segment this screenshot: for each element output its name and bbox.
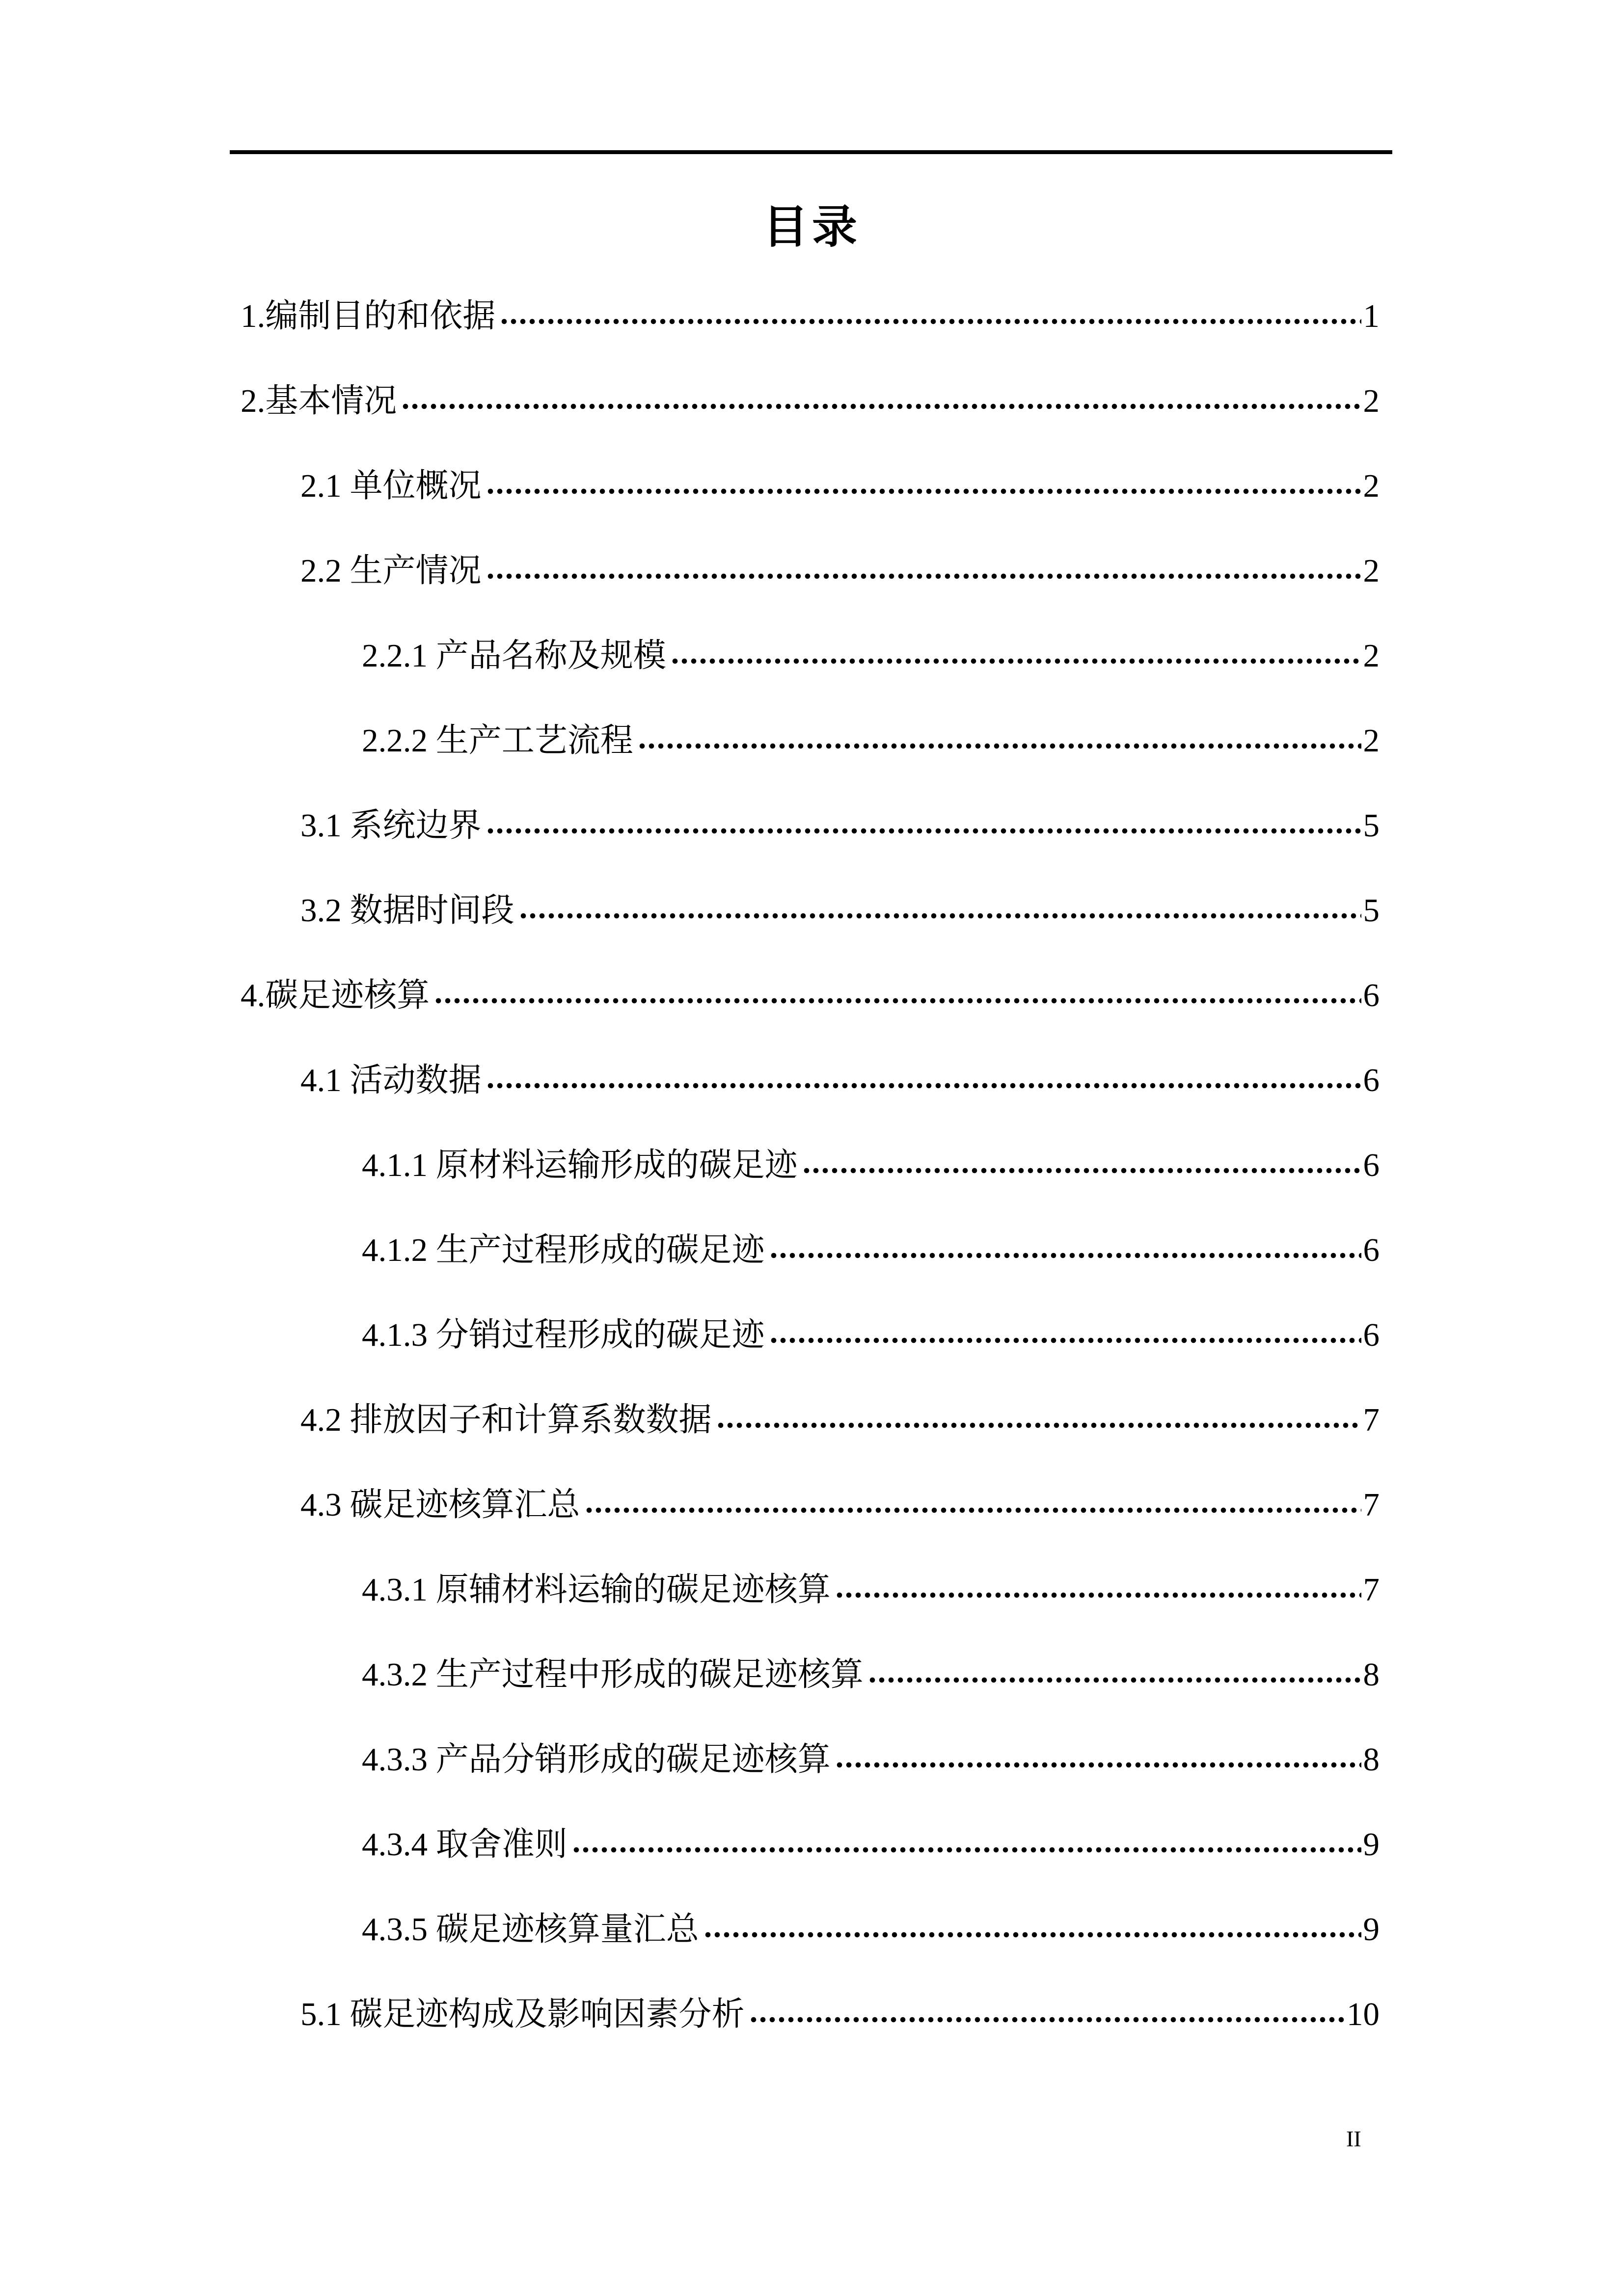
toc-entry-label: 4.1.3 分销过程形成的碳足迹	[362, 1317, 765, 1353]
toc-entry-label: 4.3 碳足迹核算汇总	[300, 1487, 580, 1523]
toc-entry-label: 2.1 单位概况	[300, 468, 482, 504]
toc-entry-label: 5.1 碳足迹构成及影响因素分析	[300, 1996, 745, 2032]
toc-entry-page: 2	[1363, 638, 1380, 674]
toc-entry-page: 8	[1363, 1741, 1380, 1778]
toc-entry[interactable]	[241, 1887, 1380, 1972]
dot-leader	[771, 1335, 1361, 1346]
toc-entry-page: 1	[1363, 298, 1380, 334]
dot-leader	[705, 1929, 1361, 1940]
toc-entry-page: 7	[1363, 1402, 1380, 1438]
toc-entry[interactable]	[241, 359, 1380, 444]
toc-entry-page: 6	[1363, 1147, 1380, 1183]
dot-leader	[586, 1505, 1361, 1516]
header-rule	[230, 150, 1392, 154]
toc-entry-page: 6	[1363, 1062, 1380, 1098]
table-of-contents	[241, 274, 1380, 2057]
toc-entry-label: 4.2 排放因子和计算系数数据	[300, 1402, 712, 1438]
toc-entry-label: 3.1 系统边界	[300, 807, 482, 844]
toc-entry-label: 4.3.1 原辅材料运输的碳足迹核算	[362, 1572, 831, 1608]
toc-entry[interactable]	[241, 1123, 1380, 1208]
toc-entry[interactable]	[241, 1717, 1380, 1802]
toc-entry-label: 4.3.3 产品分销形成的碳足迹核算	[362, 1741, 831, 1778]
page-footer	[1346, 2125, 1361, 2152]
toc-entry-label: 4.3.2 生产过程中形成的碳足迹核算	[362, 1656, 864, 1693]
toc-entry-label: 2.2.1 产品名称及规模	[362, 638, 666, 674]
toc-entry[interactable]	[241, 1463, 1380, 1548]
toc-entry-label: 4.3.4 取舍准则	[362, 1826, 568, 1863]
toc-entry[interactable]	[241, 1208, 1380, 1293]
toc-entry-page: 6	[1363, 1232, 1380, 1268]
dot-leader	[804, 1165, 1361, 1176]
toc-entry-label: 4.1 活动数据	[300, 1062, 482, 1098]
toc-entry[interactable]	[241, 529, 1380, 614]
toc-entry[interactable]	[241, 1802, 1380, 1887]
dot-leader	[487, 826, 1361, 836]
toc-entry-label: 1.编制目的和依据	[241, 298, 496, 334]
toc-entry-page: 10	[1347, 1996, 1380, 2032]
dot-leader	[837, 1760, 1361, 1770]
toc-entry-page: 6	[1363, 977, 1380, 1014]
toc-entry-page: 2	[1363, 383, 1380, 419]
dot-leader	[718, 1420, 1361, 1431]
toc-entry-page: 5	[1363, 892, 1380, 929]
dot-leader	[487, 571, 1361, 582]
dot-leader	[869, 1675, 1361, 1685]
page-title: 目录	[762, 202, 861, 252]
toc-entry-label: 2.基本情况	[241, 383, 397, 419]
toc-entry-page: 2	[1363, 553, 1380, 589]
toc-entry[interactable]	[241, 1378, 1380, 1463]
toc-entry[interactable]	[241, 614, 1380, 698]
toc-entry[interactable]	[241, 783, 1380, 868]
dot-leader	[672, 656, 1361, 667]
dot-leader	[573, 1844, 1361, 1855]
dot-leader	[487, 1080, 1361, 1091]
toc-entry-page: 6	[1363, 1317, 1380, 1353]
toc-entry[interactable]	[241, 698, 1380, 783]
toc-entry-page: 7	[1363, 1572, 1380, 1608]
toc-entry-page: 5	[1363, 807, 1380, 844]
toc-entry-label: 2.2 生产情况	[300, 553, 482, 589]
page-number: II	[1346, 2126, 1361, 2151]
dot-leader	[435, 995, 1361, 1006]
toc-entry[interactable]	[241, 274, 1380, 359]
toc-entry-label: 3.2 数据时间段	[300, 892, 514, 929]
toc-entry[interactable]	[241, 953, 1380, 1038]
dot-leader	[751, 2014, 1345, 2025]
dot-leader	[639, 741, 1361, 751]
toc-entry-label: 2.2.2 生产工艺流程	[362, 722, 633, 759]
toc-entry[interactable]	[241, 1548, 1380, 1632]
toc-entry-page: 8	[1363, 1656, 1380, 1693]
dot-leader	[837, 1590, 1361, 1601]
toc-entry-label: 4.1.1 原材料运输形成的碳足迹	[362, 1147, 798, 1183]
toc-entry-page: 2	[1363, 722, 1380, 759]
toc-entry-page: 9	[1363, 1911, 1380, 1948]
dot-leader	[771, 1250, 1361, 1261]
toc-entry[interactable]	[241, 1972, 1380, 2057]
toc-entry[interactable]	[241, 1632, 1380, 1717]
toc-entry-page: 9	[1363, 1826, 1380, 1863]
dot-leader	[520, 910, 1361, 921]
dot-leader	[487, 486, 1361, 497]
toc-entry-page: 2	[1363, 468, 1380, 504]
toc-entry-label: 4.1.2 生产过程形成的碳足迹	[362, 1232, 765, 1268]
toc-entry[interactable]	[241, 1293, 1380, 1378]
toc-entry[interactable]	[241, 444, 1380, 529]
dot-leader	[403, 401, 1361, 412]
toc-entry[interactable]	[241, 1038, 1380, 1123]
dot-leader	[501, 316, 1361, 327]
toc-entry-label: 4.3.5 碳足迹核算量汇总	[362, 1911, 699, 1948]
toc-entry-label: 4.碳足迹核算	[241, 977, 430, 1014]
toc-entry[interactable]	[241, 868, 1380, 953]
toc-entry-page: 7	[1363, 1487, 1380, 1523]
